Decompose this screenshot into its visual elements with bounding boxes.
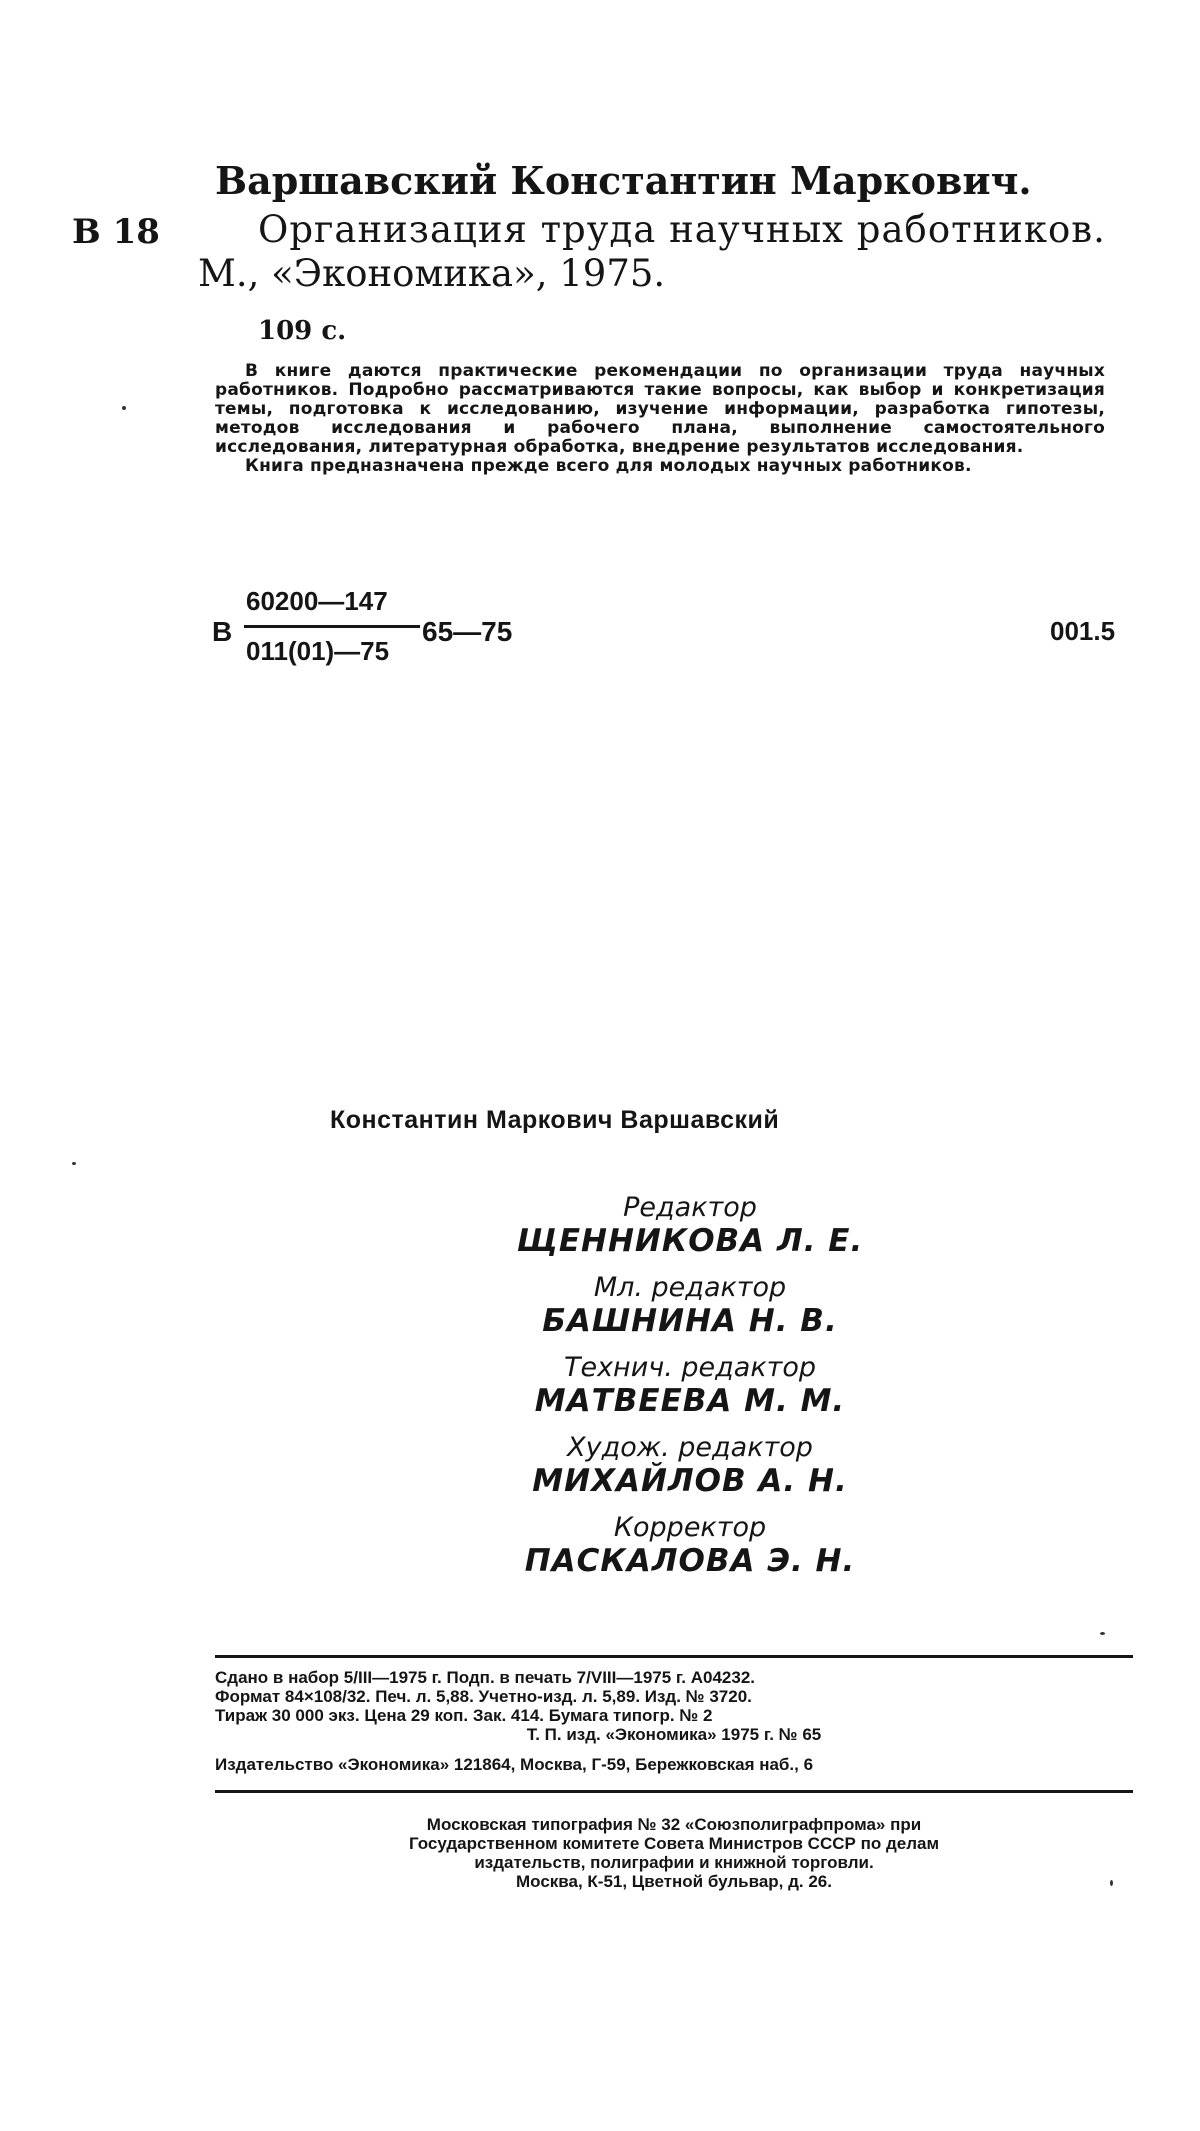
- credit-editor: [470, 1192, 910, 1258]
- credit-role: Технич. редактор: [563, 1352, 817, 1383]
- book-title: Организация труда научных работников.: [258, 208, 1106, 251]
- author-name: Варшавский Константин Маркович.: [215, 158, 1032, 203]
- scan-speck: [1110, 1880, 1113, 1886]
- divider: [215, 1655, 1133, 1658]
- printer-line: издательств, полиграфии и книжной торговли.: [474, 1853, 874, 1872]
- credit-role: Мл. редактор: [593, 1272, 787, 1303]
- credit-role: Худож. редактор: [567, 1432, 813, 1463]
- scan-speck: [1100, 1632, 1105, 1635]
- credit-person: МАТВЕЕВА М. М.: [534, 1383, 846, 1419]
- imprint-details: [215, 1668, 1133, 1744]
- credit-person: ЩЕННИКОВА Л. Е.: [516, 1223, 864, 1259]
- publication-info: М., «Экономика», 1975.: [198, 252, 666, 295]
- index-suffix: 65—75: [422, 616, 513, 647]
- imprint-line: Т. П. изд. «Экономика» 1975 г. № 65: [526, 1725, 822, 1744]
- printer-line: Москва, К-51, Цветной бульвар, д. 26.: [516, 1872, 832, 1891]
- author-full-name: Константин Маркович Варшавский: [330, 1106, 780, 1134]
- index-denominator: 011(01)—75: [246, 636, 390, 666]
- imprint-line: Сдано в набор 5/III—1975 г. Подп. в печать 7/VIII—1975 г. А04232.: [215, 1668, 756, 1687]
- publisher-address: Издательство «Экономика» 121864, Москва, Г-59, Бережковская наб., 6: [215, 1755, 814, 1774]
- scan-speck: [72, 1162, 76, 1165]
- credit-person: БАШНИНА Н. В.: [542, 1303, 838, 1339]
- credit-junior-editor: [470, 1272, 910, 1338]
- index-fraction-bar: [244, 625, 420, 628]
- credit-technical-editor: [470, 1352, 910, 1418]
- bbk-code: В 18: [72, 212, 160, 252]
- index-prefix: В: [212, 616, 233, 647]
- credit-role: Корректор: [613, 1512, 767, 1543]
- printer-info: [215, 1815, 1133, 1891]
- credit-role: Редактор: [623, 1192, 757, 1223]
- abstract: [215, 362, 1105, 476]
- abstract-paragraph-2: Книга предназначена прежде всего для молодых научных работников.: [245, 456, 972, 476]
- imprint-line: Тираж 30 000 экз. Цена 29 коп. Зак. 414. Бумага типогр. № 2: [215, 1706, 713, 1725]
- abstract-paragraph-1: В книге даются практические рекомендации по организации труда научных работников. Подробно рассматриваются такие вопросы, как выбор и конкретизация темы, подготовка к исследованию, изучение информации, разработка гипотезы, методов исследования и рабочего плана, выполнение самостоятельного исследования, литературная обработка, внедрение результатов исследования.: [215, 361, 1105, 457]
- credit-person: МИХАЙЛОВ А. Н.: [532, 1463, 848, 1499]
- credit-person: ПАСКАЛОВА Э. Н.: [524, 1543, 856, 1579]
- credits-list: [470, 1192, 910, 1592]
- udc-code: 001.5: [1050, 616, 1116, 646]
- scan-speck: [122, 406, 126, 410]
- index-numerator: 60200—147: [246, 586, 388, 616]
- printer-line: Государственном комитете Совета Министров СССР по делам: [408, 1834, 940, 1853]
- page-count: 109 с.: [258, 316, 347, 346]
- divider: [215, 1790, 1133, 1793]
- printer-line: Московская типография № 32 «Союзполиграфпрома» при: [426, 1815, 922, 1834]
- credit-art-editor: [470, 1432, 910, 1498]
- credit-proofreader: [470, 1512, 910, 1578]
- imprint-line: Формат 84×108/32. Печ. л. 5,88. Учетно-изд. л. 5,89. Изд. № 3720.: [215, 1687, 752, 1706]
